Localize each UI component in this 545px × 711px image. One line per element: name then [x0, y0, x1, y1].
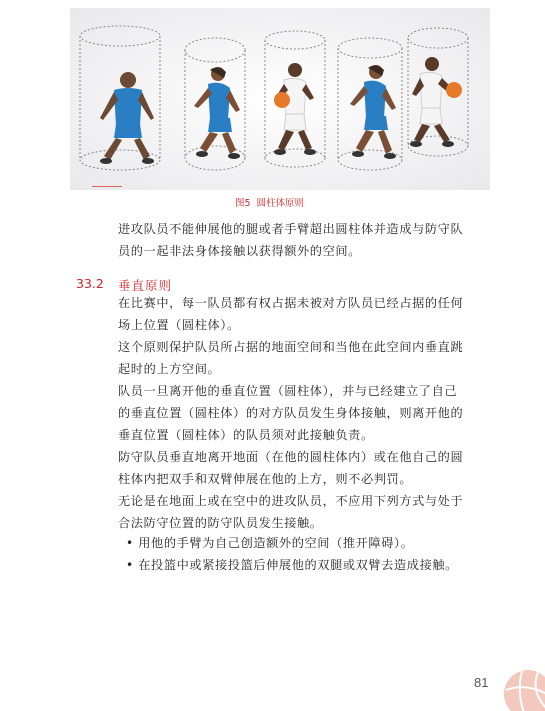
paragraph-5	[118, 490, 523, 534]
paragraph-4	[118, 446, 523, 490]
cylinder-illustration	[70, 8, 490, 190]
paragraph-2	[118, 336, 523, 380]
paragraph-2-line-1: 这个原则保护队员所占据的地面空间和当他在此空间内垂直跳	[118, 340, 464, 354]
intro-line-2: 员的一起非法身体接触以获得额外的空间。	[118, 244, 361, 258]
paragraph-3-line-1: 队员一旦离开他的垂直位置（圆柱体），并与已经建立了自己	[118, 384, 458, 398]
bullet-item-2: • 在投篮中或紧接投篮后伸展他的双腿或双臂去造成接触。	[126, 558, 458, 572]
caption-rule	[92, 186, 122, 187]
figure-label: 图5	[234, 198, 251, 209]
bullet-item-1: • 用他的手臂为自己创造额外的空间（推开障碍）。	[126, 536, 414, 550]
paragraph-5-line-2: 合法防守位置的防守队员发生接触。	[118, 516, 323, 530]
figure-caption	[0, 195, 545, 209]
paragraph-3	[118, 380, 523, 446]
paragraph-1-line-2: 场上位置（圆柱体）。	[118, 318, 240, 332]
paragraph-5-line-1: 无论是在地面上或在空中的进攻队员，不应用下列方式与处于	[118, 494, 464, 508]
paragraph-2-line-2: 起时的上方空间。	[118, 362, 221, 376]
intro-line-1: 进攻队员不能伸展他的腿或者手臂超出圆柱体并造成与防守队	[118, 222, 464, 236]
paragraph-1-line-1: 在比赛中，每一队员都有权占据未被对方队员已经占据的任何	[118, 296, 464, 310]
section-number: 33.2	[76, 276, 104, 291]
basketball-icon	[500, 666, 545, 711]
paragraph-4-line-2: 柱体内把双手和双臂伸展在他的上方，则不必判罚。	[118, 472, 413, 486]
intro-paragraph	[118, 218, 523, 262]
page-number: 81	[474, 675, 489, 690]
paragraph-3-line-3: 垂直位置（圆柱体）的队员须对此接触负责。	[118, 428, 374, 442]
paragraph-4-line-1: 防守队员垂直地离开地面（在他的圆柱体内）或在他自己的圆	[118, 450, 464, 464]
section-title: 垂直原则	[118, 278, 173, 293]
cylinder-principle-figure	[70, 8, 490, 190]
paragraph-1	[118, 292, 523, 336]
figure-caption-text: 圆柱体原则	[256, 198, 305, 209]
paragraph-3-line-2: 的垂直位置（圆柱体）的对方队员发生身体接触，则离开他的	[118, 406, 464, 420]
